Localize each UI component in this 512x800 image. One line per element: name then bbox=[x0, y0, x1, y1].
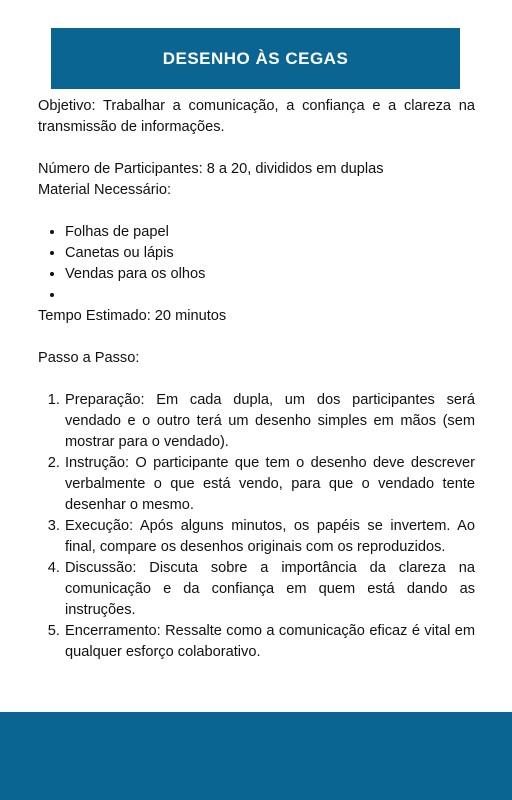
activity-content bbox=[38, 96, 475, 663]
list-item: 2. Instrução: O participante que tem o desenho deve descrever verbalmente o que está vendo, para que o vendado tente desenhar o mesmo. bbox=[64, 453, 475, 516]
list-item: • Folhas de papel bbox=[65, 222, 475, 243]
spacer bbox=[38, 369, 475, 390]
materials-list bbox=[38, 222, 475, 306]
spacer bbox=[38, 138, 475, 159]
list-item: 3. Execução: Após alguns minutos, os papéis se invertem. Ao final, compare os desenhos originais com os reproduzidos. bbox=[64, 516, 475, 558]
steps-label: Passo a Passo: bbox=[38, 350, 140, 366]
participants-text: Número de Participantes: 8 a 20, divididos em duplas bbox=[38, 161, 384, 177]
spacer bbox=[38, 327, 475, 348]
steps-list bbox=[38, 390, 475, 663]
spacer bbox=[38, 201, 475, 222]
list-item: 4. Discussão: Discuta sobre a importância da clareza na comunicação e da confiança em quem está dando as instruções. bbox=[64, 558, 475, 621]
list-item bbox=[65, 285, 475, 306]
list-item: • Canetas ou lápis bbox=[65, 243, 475, 264]
page-title: DESENHO ÀS CEGAS bbox=[162, 48, 349, 68]
list-item: 5. Encerramento: Ressalte como a comunicação eficaz é vital em qualquer esforço colaborativo. bbox=[64, 621, 475, 663]
time-text: Tempo Estimado: 20 minutos bbox=[38, 308, 227, 324]
list-item: • Vendas para os olhos bbox=[65, 264, 475, 285]
footer-bar bbox=[0, 712, 512, 800]
list-item: 1. Preparação: Em cada dupla, um dos participantes será vendado e o outro terá um desenho simples em mãos (sem mostrar para o vendado). bbox=[64, 390, 475, 453]
materials-label: Material Necessário: bbox=[38, 182, 172, 198]
objective-text: Objetivo: Trabalhar a comunicação, a confiança e a clareza na transmissão de informações. bbox=[38, 98, 475, 135]
title-banner bbox=[51, 28, 460, 89]
